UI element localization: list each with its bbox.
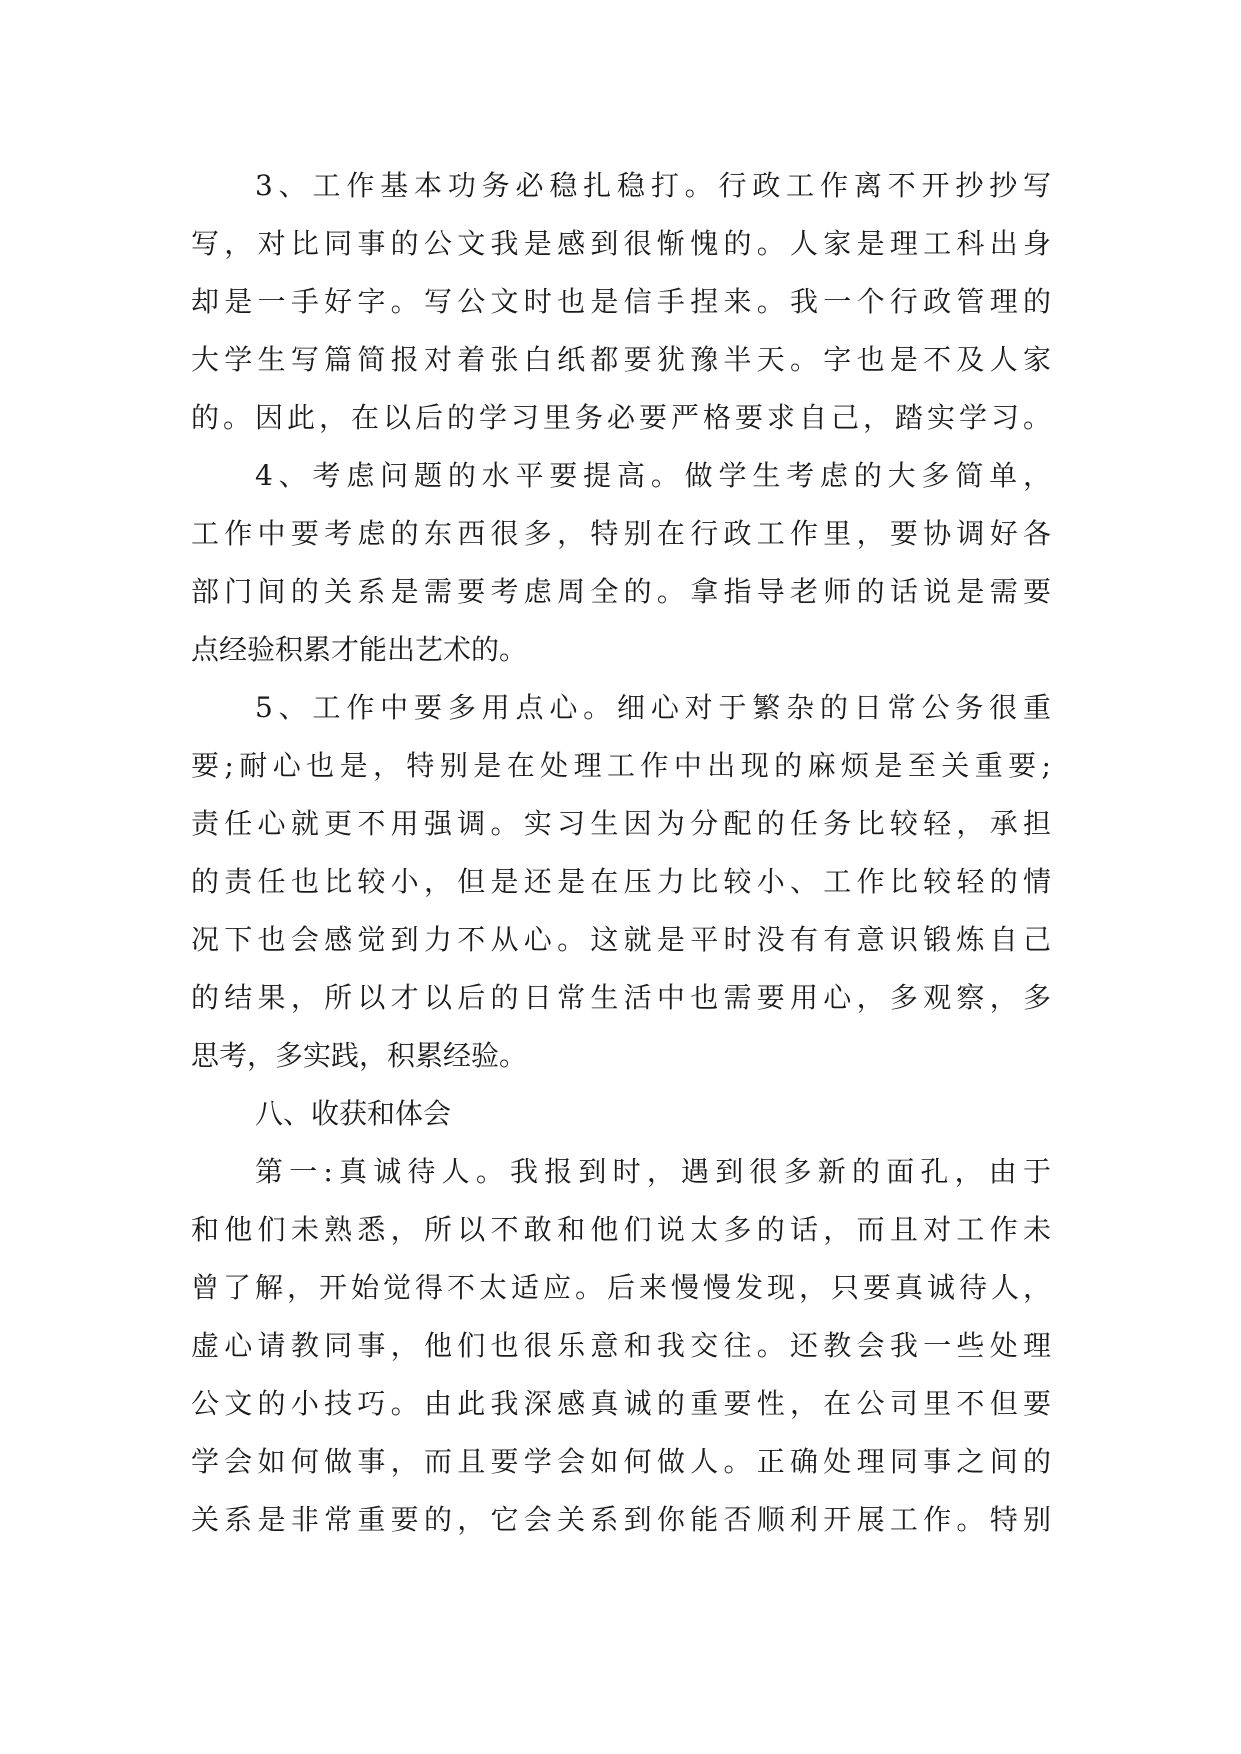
- paragraph-5-line-5: 况下也会感觉到力不从心。这就是平时没有有意识锻炼自己: [191, 923, 1051, 956]
- paragraph-3-line-1: 3、工作基本功务必稳扎稳打。行政工作离不开抄抄写: [255, 169, 1051, 202]
- paragraph-5-line-6: 的结果，所以才以后的日常生活中也需要用心，多观察，多: [191, 981, 1051, 1014]
- paragraph-first-line-6: 学会如何做事，而且要学会如何做人。正确处理同事之间的: [191, 1445, 1051, 1478]
- paragraph-5-line-3: 责任心就更不用强调。实习生因为分配的任务比较轻，承担: [191, 807, 1051, 840]
- paragraph-first-line-1: 第一:真诚待人。我报到时，遇到很多新的面孔，由于: [255, 1155, 1051, 1188]
- paragraph-4-line-4: 点经验积累才能出艺术的。: [191, 633, 528, 666]
- paragraph-first-line-4: 虚心请教同事，他们也很乐意和我交往。还教会我一些处理: [191, 1329, 1051, 1362]
- section-heading: 八、收获和体会: [255, 1097, 452, 1130]
- paragraph-4-line-2: 工作中要考虑的东西很多，特别在行政工作里，要协调好各: [191, 517, 1051, 550]
- paragraph-3-line-2: 写，对比同事的公文我是感到很惭愧的。人家是理工科出身: [191, 227, 1051, 260]
- paragraph-3-line-3: 却是一手好字。写公文时也是信手捏来。我一个行政管理的: [191, 285, 1051, 318]
- paragraph-3-line-4: 大学生写篇简报对着张白纸都要犹豫半天。字也是不及人家: [191, 343, 1051, 376]
- paragraph-5-line-7: 思考，多实践，积累经验。: [191, 1039, 528, 1072]
- paragraph-5-line-1: 5、工作中要多用点心。细心对于繁杂的日常公务很重: [255, 691, 1051, 724]
- paragraph-4-line-1: 4、考虑问题的水平要提高。做学生考虑的大多简单，: [255, 459, 1051, 492]
- paragraph-5-line-4: 的责任也比较小，但是还是在压力比较小、工作比较轻的情: [191, 865, 1051, 898]
- paragraph-first-line-5: 公文的小技巧。由此我深感真诚的重要性，在公司里不但要: [191, 1387, 1051, 1420]
- paragraph-first-line-2: 和他们未熟悉，所以不敢和他们说太多的话，而且对工作未: [191, 1213, 1051, 1246]
- paragraph-first-line-7: 关系是非常重要的，它会关系到你能否顺利开展工作。特别: [191, 1503, 1051, 1536]
- paragraph-3-line-5: 的。因此，在以后的学习里务必要严格要求自己，踏实学习。: [191, 401, 1051, 434]
- paragraph-5-line-2: 要;耐心也是，特别是在处理工作中出现的麻烦是至关重要;: [191, 749, 1051, 782]
- document-body: [191, 157, 1051, 1549]
- paragraph-4-line-3: 部门间的关系是需要考虑周全的。拿指导老师的话说是需要: [191, 575, 1051, 608]
- paragraph-first-line-3: 曾了解，开始觉得不太适应。后来慢慢发现，只要真诚待人，: [191, 1271, 1051, 1304]
